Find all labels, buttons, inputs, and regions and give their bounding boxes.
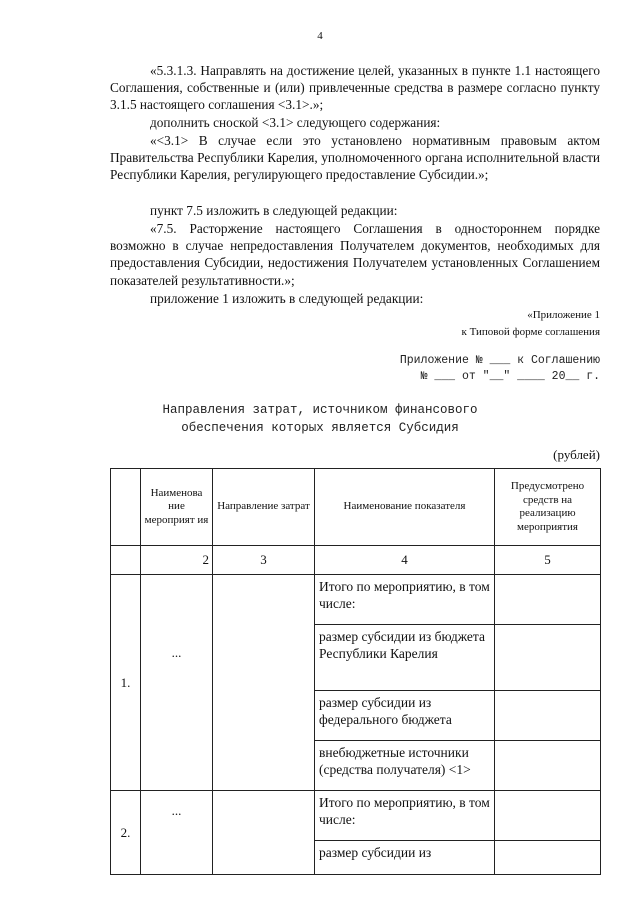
column-number-row xyxy=(111,546,601,575)
indicator-cell: размер субсидии из xyxy=(315,841,495,875)
paragraph-appendix-intro: приложение 1 изложить в следующей редакции: xyxy=(150,291,424,306)
attachment-header-line1: Приложение № ___ к Соглашению xyxy=(399,354,600,367)
header-cell-amount: Предусмотрено средств на реализацию мероприятия xyxy=(495,469,601,546)
row-direction-1 xyxy=(213,575,315,791)
paragraph-footnote-3-1: «<3.1> В случае если это установлено нормативным правовым актом Правительства Республики Карелия, уполномоченного органа исполнительной власти Республики Карелия, регулирующего предоставление Субсидии.»; xyxy=(110,133,600,183)
header-cell-direction: Направление затрат xyxy=(213,469,315,546)
paragraph-7-5: «7.5. Расторжение настоящего Соглашения в одностороннем порядке возможно в случае непредоставления Получателем документов, необходимых для предоставления Субсидии, недостижения Получателем установленных Соглашением показателей результативности.»; xyxy=(110,221,600,288)
table-row xyxy=(111,575,601,625)
amount-cell xyxy=(495,841,601,875)
column-number-5: 5 xyxy=(495,546,601,575)
indicator-cell: Итого по мероприятию, в том числе: xyxy=(315,791,495,841)
table-title xyxy=(0,401,640,437)
column-number-4: 4 xyxy=(315,546,495,575)
row-direction-2 xyxy=(213,791,315,875)
indicator-cell: размер субсидии из бюджета Республики Карелия xyxy=(315,625,495,691)
unit-label: (рублей) xyxy=(553,447,600,462)
amount-cell xyxy=(495,791,601,841)
indicator-cell: размер субсидии из федерального бюджета xyxy=(315,691,495,741)
column-number-2: 2 xyxy=(141,546,213,575)
indicator-cell: Итого по мероприятию, в том числе: xyxy=(315,575,495,625)
paragraph-footnote-intro: дополнить сноской <3.1> следующего содержания: xyxy=(150,115,441,130)
table-row xyxy=(111,791,601,841)
amount-cell xyxy=(495,625,601,691)
table-title-line2: обеспечения которых является Субсидия xyxy=(181,421,459,435)
appendix-ref-line1: «Приложение 1 xyxy=(527,309,600,321)
table-title-line1: Направления затрат, источником финансового xyxy=(162,403,478,417)
page-number: 4 xyxy=(317,30,323,42)
column-number-1 xyxy=(111,546,141,575)
amount-cell xyxy=(495,575,601,625)
paragraph-7-5-intro: пункт 7.5 изложить в следующей редакции: xyxy=(150,203,398,218)
header-cell-num xyxy=(111,469,141,546)
paragraph-5-3-1-3: «5.3.1.3. Направлять на достижение целей, указанных в пункте 1.1 настоящего Соглашения, собственные и (или) привлеченные средства в размере согласно пункту 3.1.5 настоящего соглашения <3.1>.»; xyxy=(110,63,600,113)
amount-cell xyxy=(495,691,601,741)
attachment-header xyxy=(400,353,600,385)
row-number-1: 1. xyxy=(111,575,141,791)
column-number-3: 3 xyxy=(213,546,315,575)
header-cell-indicator: Наименование показателя xyxy=(315,469,495,546)
row-name-2: ... xyxy=(141,791,213,875)
attachment-header-line2: № ___ от "__" ____ 20__ г. xyxy=(420,370,600,383)
appendix-ref xyxy=(461,307,600,341)
row-name-1: ... xyxy=(141,575,213,791)
header-cell-name: Наименова ние мероприят ия xyxy=(141,469,213,546)
amount-cell xyxy=(495,741,601,791)
appendix-ref-line2: к Типовой форме соглашения xyxy=(461,326,600,338)
table-header-row xyxy=(111,469,601,546)
expense-table xyxy=(110,468,601,875)
row-number-2: 2. xyxy=(111,791,141,875)
indicator-cell: внебюджетные источники (средства получателя) <1> xyxy=(315,741,495,791)
